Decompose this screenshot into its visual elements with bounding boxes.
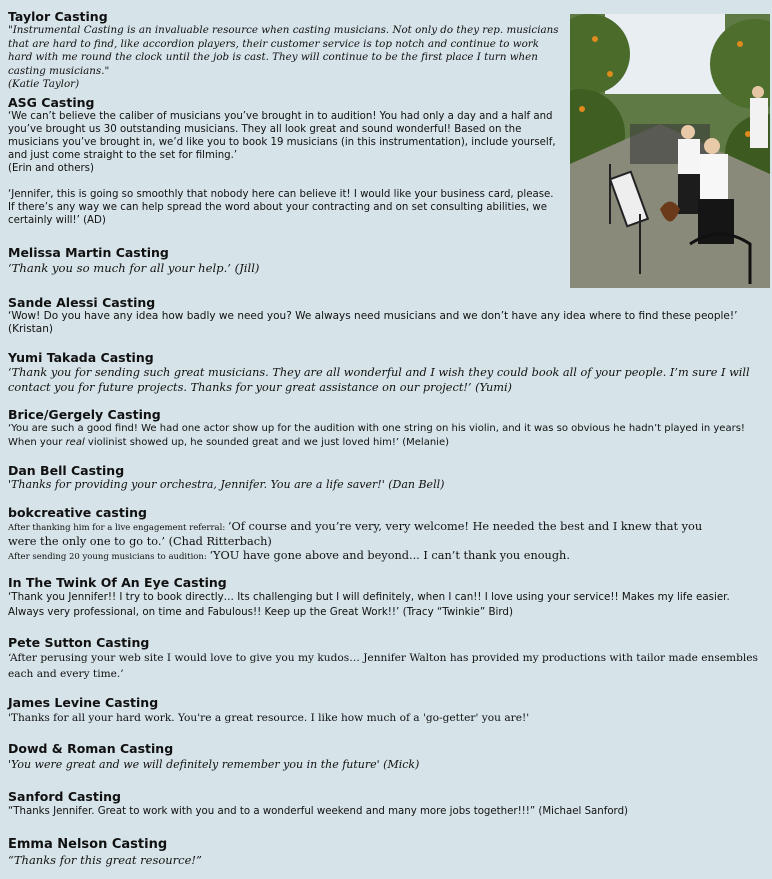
company-name: Emma Nelson Casting: [8, 837, 168, 852]
company-name: Taylor Casting: [8, 9, 108, 24]
testimonial-asg: [8, 95, 560, 227]
quote-text: “Thanks for this great resource!”: [8, 853, 202, 867]
quote-text: 'Thanks for all your hard work. You're a great resource. I like how much of a 'go-getter' you are!': [8, 712, 530, 724]
quote-text: ‘Thank you for sending such great musicians. They are all wonderful and I wish they could book all of your people. I’m sure I will contact you for future projects. Thanks for your great assistance on our project!’ (Yumi): [8, 366, 750, 394]
quote-text: 'Thanks for providing your orchestra, Jennifer. You are a life saver!' (Dan Bell): [8, 478, 445, 491]
company-name: James Levine Casting: [8, 695, 159, 710]
company-name: Brice/Gergely Casting: [8, 407, 161, 422]
testimonial-twink: [8, 575, 764, 620]
orchestra-photo: [570, 14, 770, 288]
company-name: Sanford Casting: [8, 789, 121, 804]
testimonial-dowd-roman: [8, 741, 764, 773]
testimonial-brice-gergely: [8, 407, 764, 450]
quote-text: ‘Thank you so much for all your help.’ (Jill): [8, 261, 260, 275]
quote-text: ‘Thank you Jennifer!! I try to book directly… Its challenging but I will definitely, when I can!! I love using your service!! Makes my life easier. Always very professional, on time and Fabulous!! Keep up the Great Work!!’ (Tracy “Twinkie” Bird): [8, 591, 730, 618]
quote-text: ‘We can’t believe the caliber of musicians you’ve brought in to audition! You had only a day and a half and you’ve brought us 30 outstanding musicians. They all look great and sound wonderful! Based on the musicians you’ve brought in, we’d like you to book 19 musicians (in this instrumentation), include yourself, and just come straight to the set for filming.’: [8, 111, 556, 161]
testimonial-yumi-takada: [8, 350, 764, 395]
quote-text: "Instrumental Casting is an invaluable resource when casting musicians. Not only do they rep. musicians that are hard to find, like accordion players, their customer service is top notch and continue to work hard with me round the clock until the job is cast. They will continue to be the first place I turn when casting musicians.": [8, 24, 559, 77]
quote-text: 'You were great and we will definitely remember you in the future' (Mick): [8, 758, 420, 771]
company-name: ASG Casting: [8, 95, 95, 110]
company-name: Melissa Martin Casting: [8, 245, 169, 260]
testimonial-pete-sutton: [8, 635, 764, 682]
company-name: Dowd & Roman Casting: [8, 741, 174, 756]
testimonial-taylor: [8, 9, 560, 92]
testimonial-emma-nelson: [8, 837, 764, 869]
testimonial-bokcreative: [8, 505, 732, 564]
quote-text-2: After sending 20 young musicians to audition: ‘YOU have gone above and beyond... I can’t thank you enough.: [8, 549, 570, 562]
quote-text: After thanking him for a live engagement referral: ‘Of course and you’re very, very welcome! He needed the best and I knew that you were the only one to go to.’ (Chad Ritterbach): [8, 520, 703, 548]
company-name: In The Twink Of An Eye Casting: [8, 575, 227, 590]
testimonial-sanford: [8, 789, 764, 820]
quote-text: ‘Wow! Do you have any idea how badly we need you? We always need musicians and we don’t have any idea where to find these people!’ (Kristan): [8, 310, 738, 335]
testimonial-melissa-martin: [8, 245, 560, 276]
quote-text: ‘After perusing your web site I would love to give you my kudos… Jennifer Walton has provided my productions with tailor made ensembles each and every time.’: [8, 652, 758, 680]
company-name: bokcreative casting: [8, 505, 147, 520]
testimonial-james-levine: [8, 695, 764, 726]
testimonial-sande-alessi: [8, 295, 764, 336]
quote-author: (Katie Taylor): [8, 78, 80, 90]
quote-text-2: ‘Jennifer, this is going so smoothly that nobody here can believe it! I would like your business card, please. If there’s any way we can help spread the word about your contracting and on set consulting abilities, we certainly will!’ (AD): [8, 189, 554, 226]
quote-text: ‘You are such a good find! We had one actor show up for the audition with one string on his violin, and it was so obvious he hadn’t played in years! When your real violinist showed up, he sounded great and we just loved him!’ (Melanie): [8, 423, 745, 448]
company-name: Pete Sutton Casting: [8, 635, 150, 650]
quote-text: “Thanks Jennifer. Great to work with you and to a wonderful weekend and many more jobs together!!!” (Michael Sanford): [8, 806, 629, 817]
testimonial-dan-bell: [8, 463, 764, 492]
quote-author: (Erin and others): [8, 163, 94, 174]
company-name: Dan Bell Casting: [8, 463, 125, 478]
company-name: Yumi Takada Casting: [8, 350, 154, 365]
company-name: Sande Alessi Casting: [8, 295, 156, 310]
